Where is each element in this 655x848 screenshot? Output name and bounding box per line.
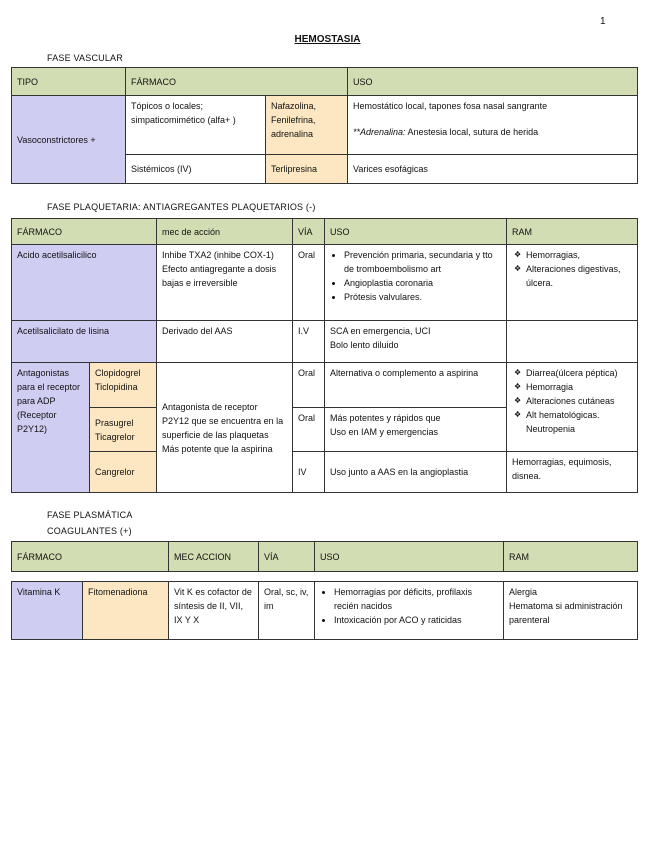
table-header-row <box>12 68 638 96</box>
ram-cell <box>507 363 638 452</box>
ram-line: Hematoma si administración parenteral <box>509 601 623 625</box>
uso-cell: Alternativa o complemento a aspirina <box>325 363 507 408</box>
table-row <box>12 452 638 493</box>
list-item: • Angioplastia coronaria <box>344 276 501 290</box>
tipo-text: Vasoconstrictores + <box>17 134 96 145</box>
plasmatica-table <box>11 541 638 640</box>
header-cell: MEC ACCION <box>169 542 259 572</box>
drug-cell: Prasugrel Ticagrelor <box>90 408 157 452</box>
header-cell: VÍA <box>259 542 315 572</box>
section-plasmatica-title: FASE PLASMÁTICA <box>47 510 133 520</box>
uso-text: Hemostático local, tapones fosa nasal sangrante <box>353 101 548 111</box>
table-row <box>12 363 638 408</box>
header-cell: USO <box>325 219 507 245</box>
header-cell: USO <box>348 68 638 96</box>
header-cell: RAM <box>504 542 638 572</box>
via-cell: Oral <box>293 245 325 321</box>
table-header-row <box>12 542 638 572</box>
drug-cell: Fitomenadiona <box>83 582 169 640</box>
spacer-row <box>12 572 638 582</box>
uso-note-text: Anestesia local, sutura de herida <box>405 127 539 137</box>
drug-cell: Cangrelor <box>90 452 157 493</box>
list-item: ❖ Hemorragia <box>526 380 632 394</box>
via-cell: I.V <box>293 321 325 363</box>
ram-list <box>512 248 632 290</box>
drug-name-cell: Antagonistas para el receptor para ADP (Receptor P2Y12) <box>12 363 90 493</box>
farmaco-cell: Tópicos o locales; simpaticomimético (alfa+ ) <box>126 96 266 155</box>
table-row <box>12 96 638 155</box>
uso-cell <box>325 321 507 363</box>
section-plaquetaria-title: FASE PLAQUETARIA: ANTIAGREGANTES PLAQUETARIOS (-) <box>47 202 316 212</box>
ram-cell: Hemorragias, equimosis, disnea. <box>507 452 638 493</box>
mec-cell: Vit K es cofactor de síntesis de II, VII, IX Y X <box>169 582 259 640</box>
table-row <box>12 321 638 363</box>
list-item: ❖ Alt hematológicas. Neutropenia <box>526 408 632 436</box>
page-title: HEMOSTASIA <box>294 34 361 45</box>
section-vascular-title: FASE VASCULAR <box>47 53 123 63</box>
mec-cell <box>157 245 293 321</box>
uso-note <box>353 125 632 139</box>
uso-cell: Uso junto a AAS en la angioplastia <box>325 452 507 493</box>
uso-line: Uso en IAM y emergencias <box>330 427 439 437</box>
mec-line: Más potente que la aspirina <box>162 443 273 454</box>
section-coagulantes-title: COAGULANTES (+) <box>47 526 132 536</box>
header-cell: RAM <box>507 219 638 245</box>
mec-line: Inhibe TXA2 (inhibe COX-1) <box>162 250 274 260</box>
page-number: 1 <box>600 16 606 27</box>
drug-name-cell: Vitamina K <box>12 582 83 640</box>
drug-cell: Clopidogrel Ticlopidina <box>90 363 157 408</box>
header-cell: FÁRMACO <box>12 219 157 245</box>
ram-list <box>512 366 632 436</box>
uso-note-italic: **Adrenalina: <box>353 127 406 137</box>
uso-line: Más potentes y rápidos que <box>330 413 441 423</box>
uso-cell <box>348 96 638 155</box>
header-cell: VÍA <box>293 219 325 245</box>
uso-cell <box>325 245 507 321</box>
spacer-cell <box>12 572 638 582</box>
header-cell: TIPO <box>12 68 126 96</box>
drug-name-cell: Acido acetilsalicilico <box>12 245 157 321</box>
list-item: • Prótesis valvulares. <box>344 290 501 304</box>
header-cell: mec de acción <box>157 219 293 245</box>
ram-line: Alergia <box>509 587 538 597</box>
uso-cell <box>325 408 507 452</box>
ram-cell <box>504 582 638 640</box>
plaquetaria-table <box>11 218 638 493</box>
vascular-table <box>11 67 638 184</box>
drug-cell: Terlipresina <box>266 155 348 184</box>
table-header-row <box>12 219 638 245</box>
uso-list <box>330 248 501 304</box>
list-item: ❖ Diarrea(úlcera péptica) <box>526 366 632 380</box>
uso-line: SCA en emergencia, UCI <box>330 326 431 336</box>
drug-cell: Nafazolina, Fenilefrina, adrenalina <box>266 96 348 155</box>
drug-name-cell: Acetilsalicilato de lisina <box>12 321 157 363</box>
header-cell: USO <box>315 542 504 572</box>
uso-line: Bolo lento diluido <box>330 340 399 350</box>
mec-line: Antagonista de receptor P2Y12 que se encuentra en la superficie de las plaquetas <box>162 401 284 440</box>
list-item: ❖ Alteraciones digestivas, úlcera. <box>526 262 632 290</box>
mec-line: Efecto antiagregante a dosis bajas e irreversible <box>162 264 277 288</box>
uso-cell: Varices esofágicas <box>348 155 638 184</box>
tipo-cell <box>12 96 126 184</box>
list-item: ❖ Hemorragias, <box>526 248 632 262</box>
ram-cell <box>507 321 638 363</box>
table-row <box>12 582 638 640</box>
list-item: • Hemorragias por déficits, profilaxis recién nacidos <box>334 585 498 613</box>
mec-cell <box>157 363 293 493</box>
via-cell: IV <box>293 452 325 493</box>
uso-list <box>320 585 498 627</box>
header-cell: FÁRMACO <box>12 542 169 572</box>
list-item: • Prevención primaria, secundaria y tto de tromboembolismo art <box>344 248 501 276</box>
ram-cell <box>507 245 638 321</box>
farmaco-cell: Sistémicos (IV) <box>126 155 266 184</box>
via-cell: Oral <box>293 363 325 408</box>
via-cell: Oral <box>293 408 325 452</box>
header-cell: FÁRMACO <box>126 68 348 96</box>
table-row <box>12 245 638 321</box>
list-item: ❖ Alteraciones cutáneas <box>526 394 632 408</box>
uso-cell <box>315 582 504 640</box>
via-cell: Oral, sc, iv, im <box>259 582 315 640</box>
list-item: • Intoxicación por ACO y raticidas <box>334 613 498 627</box>
mec-cell: Derivado del AAS <box>157 321 293 363</box>
